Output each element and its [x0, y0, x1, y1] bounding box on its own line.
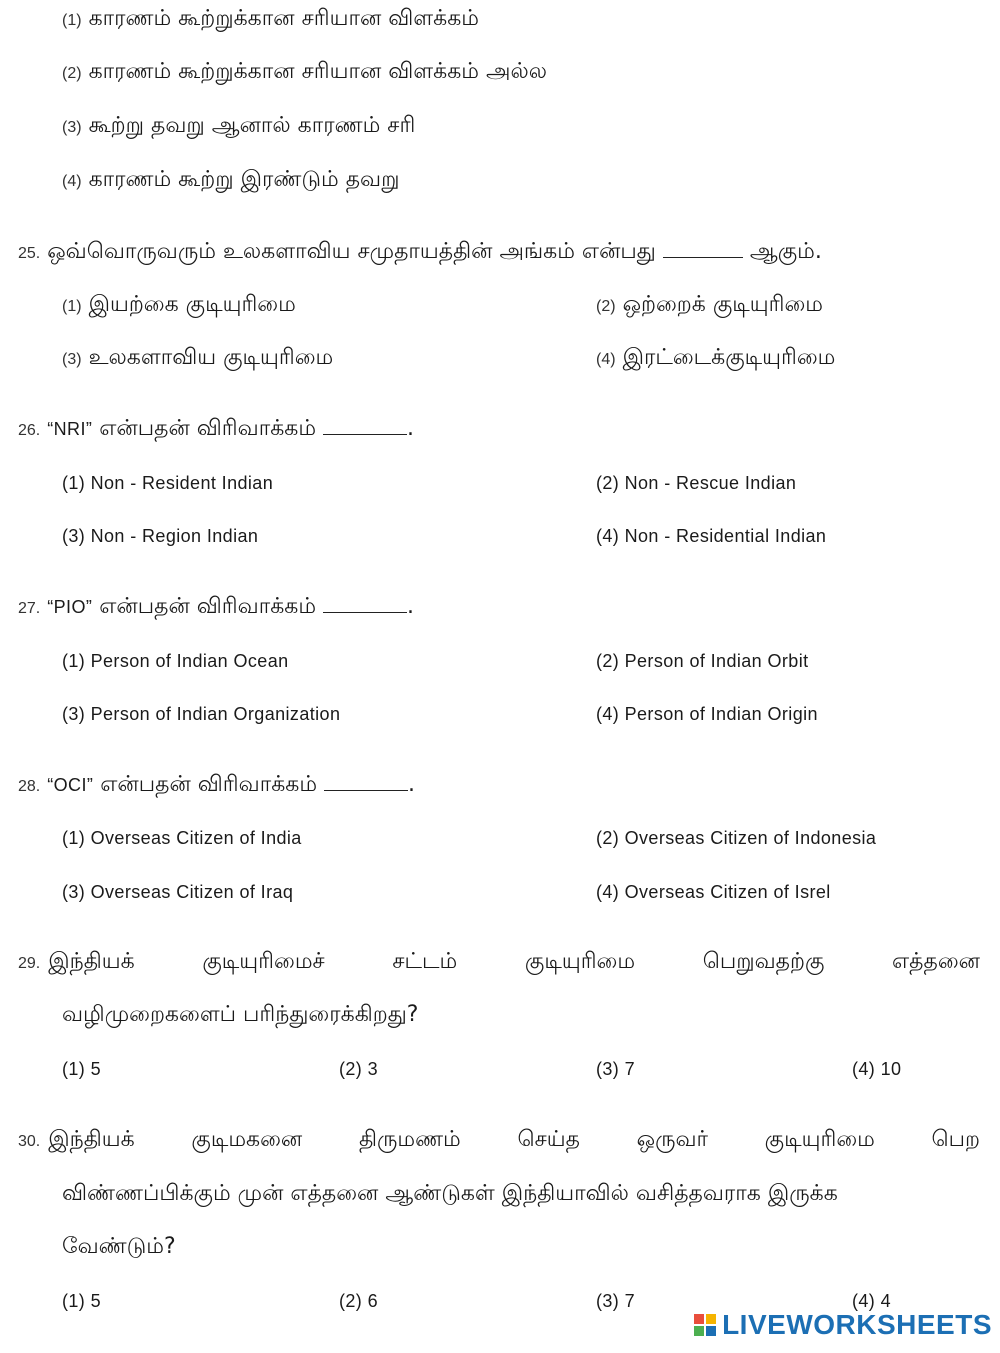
question-30-line-3: வேண்டும்?	[62, 1234, 176, 1259]
q26-option-1[interactable]: (1) Non - Resident Indian	[62, 473, 274, 493]
liveworksheets-logo[interactable]: LIVEWORKSHEETS	[694, 1309, 992, 1341]
q27-option-3[interactable]: (3) Person of Indian Organization	[62, 704, 341, 724]
q25-option-2[interactable]: (2) ஒற்றைக் குடியுரிமை	[596, 292, 823, 317]
q28-option-2[interactable]: (2) Overseas Citizen of Indonesia	[596, 828, 877, 848]
question-30-line-2: விண்ணப்பிக்கும் முன் எத்தனை ஆண்டுகள் இந்தியாவில் வசித்தவராக இருக்க	[62, 1181, 838, 1206]
question-25: 25. ஒவ்வொருவரும் உலகளாவிய சமுதாயத்தின் அங்கம் என்பது ஆகும்.	[18, 239, 822, 264]
q27-option-4[interactable]: (4) Person of Indian Origin	[596, 704, 818, 724]
q25-option-1[interactable]: (1) இயற்கை குடியுரிமை	[62, 292, 296, 317]
question-29-line-2: வழிமுறைகளைப் பரிந்துரைக்கிறது?	[62, 1002, 419, 1027]
q29-option-3[interactable]: (3) 7	[596, 1059, 636, 1079]
answer-blank	[324, 772, 408, 791]
q26-option-3[interactable]: (3) Non - Region Indian	[62, 526, 259, 546]
q26-option-4[interactable]: (4) Non - Residential Indian	[596, 526, 827, 546]
q28-option-3[interactable]: (3) Overseas Citizen of Iraq	[62, 882, 294, 902]
q27-option-1[interactable]: (1) Person of Indian Ocean	[62, 651, 289, 671]
q28-option-4[interactable]: (4) Overseas Citizen of Isrel	[596, 882, 831, 902]
q30-option-1[interactable]: (1) 5	[62, 1291, 102, 1311]
q25-option-4[interactable]: (4) இரட்டைக்குடியுரிமை	[596, 345, 836, 370]
answer-blank	[323, 594, 407, 613]
prev-option-2[interactable]: (2) காரணம் கூற்றுக்கான சரியான விளக்கம் அல்ல	[62, 59, 547, 84]
prev-option-4[interactable]: (4) காரணம் கூற்று இரண்டும் தவறு	[62, 167, 400, 192]
q30-option-4[interactable]: (4) 4	[852, 1291, 892, 1311]
answer-blank	[663, 239, 743, 258]
question-30: 30. இந்தியக் குடிமகனை திருமணம் செய்த ஒருவர் குடியுரிமை பெற	[18, 1127, 980, 1152]
answer-blank	[323, 416, 407, 435]
q26-option-2[interactable]: (2) Non - Rescue Indian	[596, 473, 797, 493]
question-29: 29. இந்தியக் குடியுரிமைச் சட்டம் குடியுரிமை பெறுவதற்கு எத்தனை	[18, 949, 980, 974]
q29-option-4[interactable]: (4) 10	[852, 1059, 902, 1079]
q30-option-2[interactable]: (2) 6	[339, 1291, 379, 1311]
q27-option-2[interactable]: (2) Person of Indian Orbit	[596, 651, 809, 671]
question-26: 26. “NRI” என்பதன் விரிவாக்கம் .	[18, 416, 415, 441]
prev-option-1[interactable]: (1) காரணம் கூற்றுக்கான சரியான விளக்கம்	[62, 6, 480, 31]
q29-option-1[interactable]: (1) 5	[62, 1059, 102, 1079]
q29-option-2[interactable]: (2) 3	[339, 1059, 379, 1079]
liveworksheets-icon	[694, 1314, 716, 1336]
prev-option-3[interactable]: (3) கூற்று தவறு ஆனால் காரணம் சரி	[62, 113, 416, 138]
q30-option-3[interactable]: (3) 7	[596, 1291, 636, 1311]
question-27: 27. “PIO” என்பதன் விரிவாக்கம் .	[18, 594, 415, 619]
question-28: 28. “OCI” என்பதன் விரிவாக்கம் .	[18, 772, 416, 797]
q28-option-1[interactable]: (1) Overseas Citizen of India	[62, 828, 302, 848]
q25-option-3[interactable]: (3) உலகளாவிய குடியுரிமை	[62, 345, 334, 370]
